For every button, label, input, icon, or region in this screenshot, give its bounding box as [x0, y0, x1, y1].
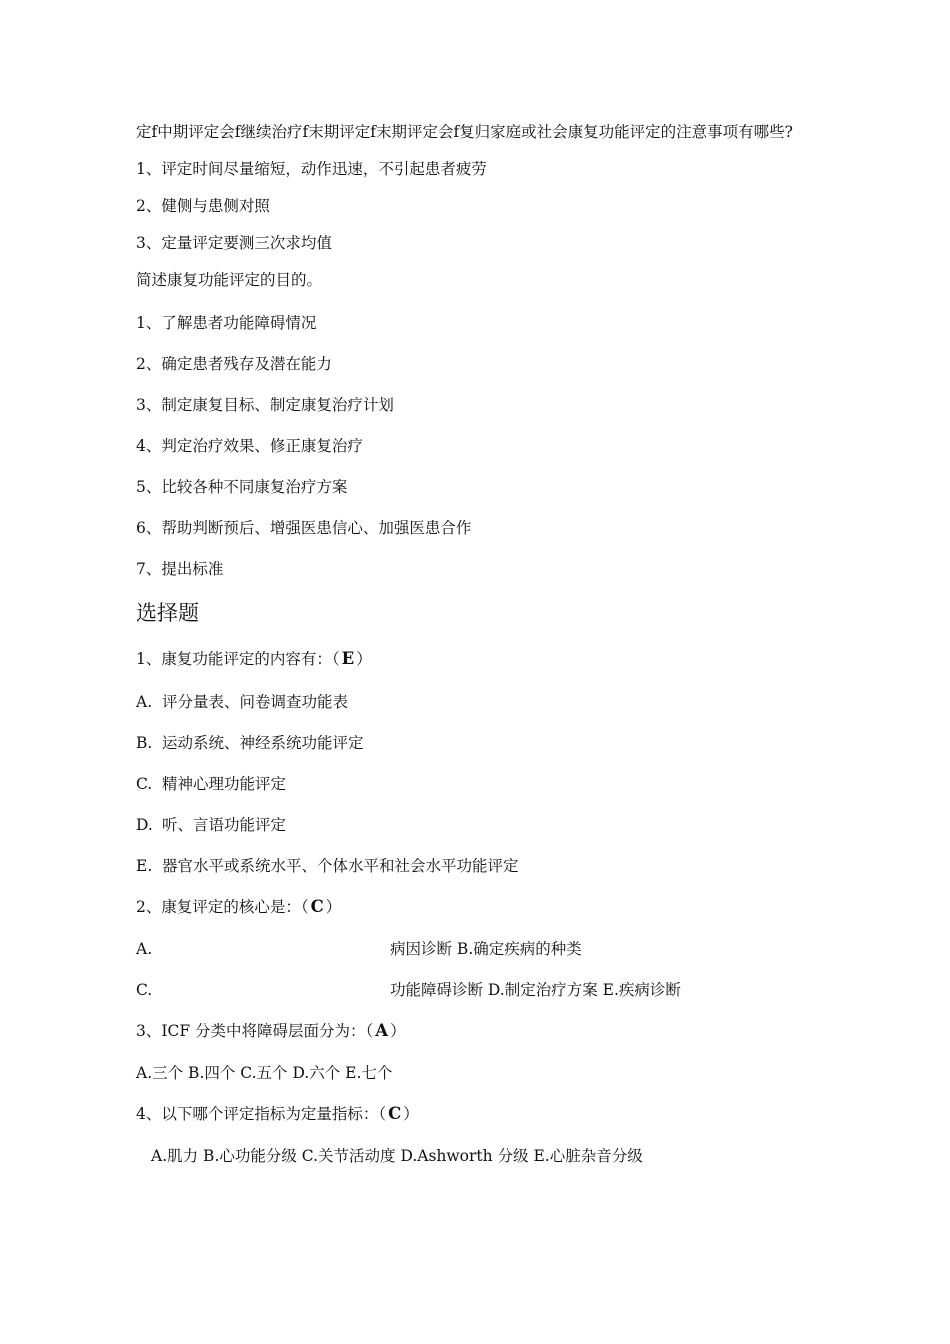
purpose-item: 2、确定患者残存及潜在能力 [136, 355, 332, 373]
question-stem: 1、康复功能评定的内容有：（ [136, 650, 340, 668]
option-text: 评分量表、问卷调查功能表 [162, 693, 349, 711]
question-3 [136, 1021, 406, 1041]
question-close: ） [356, 650, 372, 668]
option-text: 精神心理功能评定 [162, 775, 287, 793]
note-item: 1、评定时间尽量缩短，动作迅速，不引起患者疲劳 [136, 160, 487, 178]
options-line: A.肌力 B.心功能分级 C.关节活动度 D.Ashworth 分级 E.心脏杂音分级 [151, 1147, 643, 1165]
option-row [136, 692, 348, 712]
note-item: 2、健侧与患侧对照 [136, 197, 270, 215]
answer-label: A [375, 1021, 389, 1040]
option-text: 运动系统、神经系统功能评定 [162, 734, 364, 752]
option-letter: C. [136, 775, 153, 793]
question-4 [136, 1104, 419, 1124]
option-letter: A. [136, 693, 153, 711]
question-1 [136, 649, 372, 669]
option-row [136, 815, 286, 835]
option-letter: D. [136, 816, 153, 834]
option-letter: A. [136, 940, 153, 958]
option-text: 器官水平或系统水平、个体水平和社会水平功能评定 [162, 857, 519, 875]
option-row [136, 774, 286, 794]
question-close: ） [390, 1022, 406, 1040]
purpose-item: 5、比较各种不同康复治疗方案 [136, 478, 348, 496]
option-row [136, 856, 519, 876]
option-text: 病因诊断 B.确定疾病的种类 [390, 940, 582, 958]
top-line: 定f中期评定会f继续治疗f末期评定f末期评定会f复归家庭或社会康复功能评定的注意事项有哪些? [136, 123, 793, 141]
options-line: A.三个 B.四个 C.五个 D.六个 E.七个 [136, 1064, 393, 1082]
question-close: ） [325, 898, 342, 916]
answer-label: C [310, 897, 324, 916]
question-stem: 3、ICF 分类中将障碍层面分为：（ [136, 1022, 374, 1040]
question-2 [136, 897, 341, 917]
option-text: 听、言语功能评定 [162, 816, 287, 834]
question-close: ） [403, 1105, 419, 1123]
answer-label: E [341, 649, 355, 668]
purpose-item: 6、帮助判断预后、增强医患信心、加强医患合作 [136, 519, 472, 537]
option-row [136, 733, 364, 753]
purpose-item: 7、提出标准 [136, 560, 224, 578]
purpose-item: 3、制定康复目标、制定康复治疗计划 [136, 396, 394, 414]
question-stem: 4、以下哪个评定指标为定量指标：（ [136, 1105, 387, 1123]
option-letter: B. [136, 734, 153, 752]
option-text: 功能障碍诊断 D.制定治疗方案 E.疾病诊断 [390, 981, 681, 999]
purpose-question: 简述康复功能评定的目的。 [136, 271, 323, 289]
question-stem: 2、康复评定的核心是：（ [136, 898, 309, 916]
note-item: 3、定量评定要测三次求均值 [136, 234, 332, 252]
option-letter: C. [136, 981, 153, 999]
option-letter: E. [136, 857, 153, 875]
purpose-item: 1、了解患者功能障碍情况 [136, 314, 317, 332]
section-title: 选择题 [136, 601, 199, 625]
purpose-item: 4、判定治疗效果、修正康复治疗 [136, 437, 363, 455]
answer-label: C [388, 1104, 402, 1123]
